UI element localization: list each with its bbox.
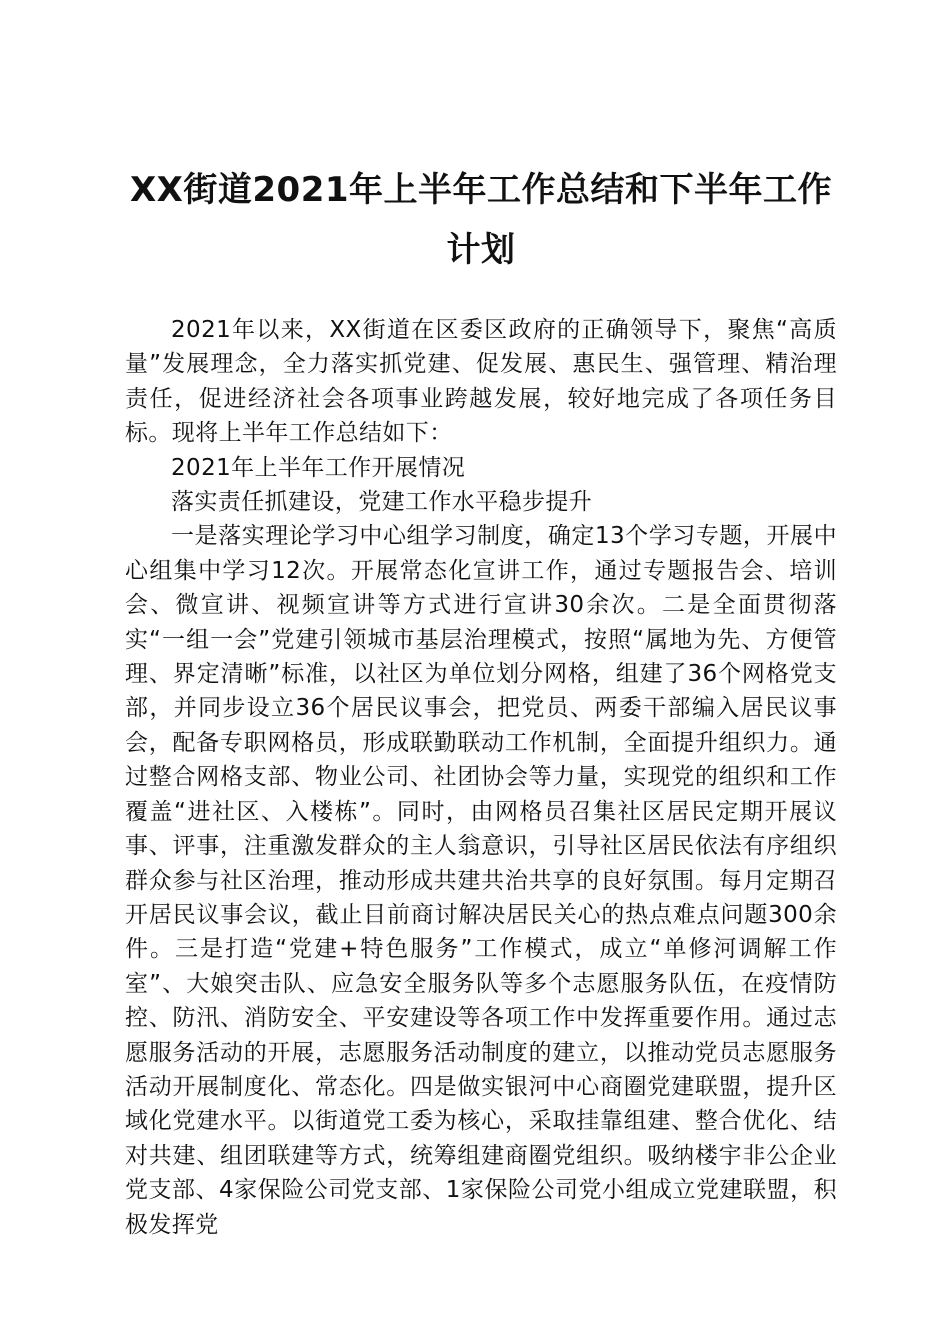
body-paragraph: 一是落实理论学习中心组学习制度，确定13个学习专题，开展中心组集中学习12次。开展常态化宣讲工作，通过专题报告会、培训会、微宣讲、视频宣讲等方式进行宣讲30余次。二是全面贯彻落实“一组一会”党建引领城市基层治理模式，按照“属地为先、方便管理、界定清晰”标准，以社区为单位划分网格，组建了36个网格党支部，并同步设立36个居民议事会，把党员、两委干部编入居民议事会，配备专职网格员，形成联勤联动工作机制，全面提升组织力。通过整合网格支部、物业公司、社团协会等力量，实现党的组织和工作覆盖“进社区、入楼栋”。同时，由网格员召集社区居民定期开展议事、评事，注重激发群众的主人翁意识，引导社区居民依法有序组织群众参与社区治理，推动形成共建共治共享的良好氛围。每月定期召开居民议事会议，截止目前商讨解决居民关心的热点难点问题300余件。三是打造“党建+特色服务”工作模式，成立“单修河调解工作室”、大娘突击队、应急安全服务队等多个志愿服务队伍，在疫情防控、防汛、消防安全、平安建设等各项工作中发挥重要作用。通过志愿服务活动的开展，志愿服务活动制度的建立，以推动党员志愿服务活动开展制度化、常态化。四是做实银河中心商圈党建联盟，提升区域化党建水平。以街道党工委为核心，采取挂靠组建、整合优化、结对共建、组团联建等方式，统筹组建商圈党组织。吸纳楼宇非公企业党支部、4家保险公司党支部、1家保险公司党小组成立党建联盟，积极发挥党 (125, 523, 837, 1238)
intro-paragraph: 2021年以来，XX街道在区委区政府的正确领导下，聚焦“高质量”发展理念，全力落实抓党建、促发展、惠民生、强管理、精治理责任，促进经济社会各项事业跨越发展，较好地完成了各项任务目标。现将上半年工作总结如下： (125, 317, 837, 447)
subsection-heading: 落实责任抓建设，党建工作水平稳步提升 (171, 489, 593, 516)
document-title: XX街道2021年上半年工作总结和下半年工作计划 (129, 170, 833, 270)
section-heading: 2021年上半年工作开展情况 (171, 454, 466, 481)
document-body (125, 313, 837, 1242)
